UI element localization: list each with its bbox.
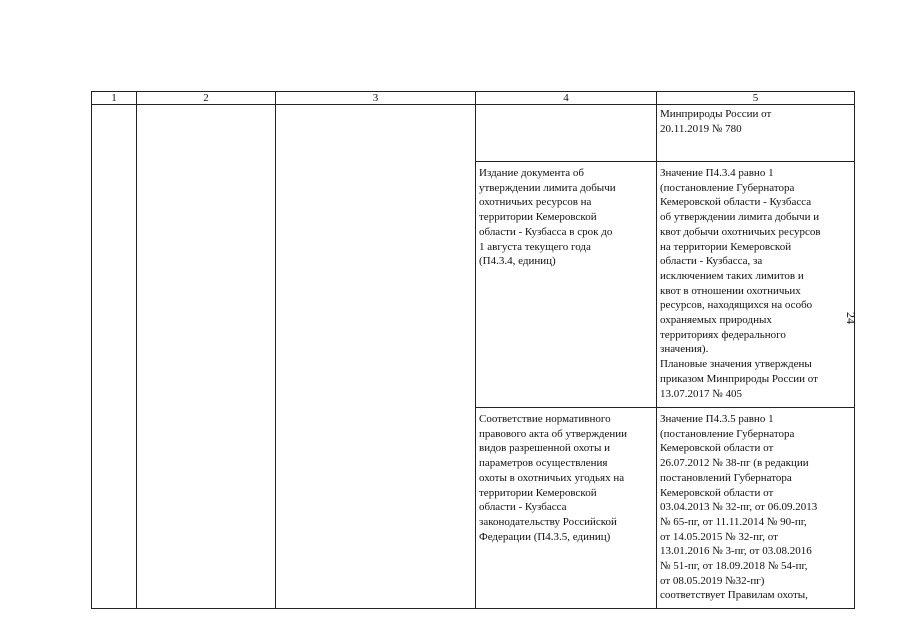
- cell-col3-merged: [276, 105, 476, 609]
- column-header-2: 2: [137, 92, 276, 105]
- cell-value: Минприроды России от 20.11.2019 № 780: [657, 105, 855, 162]
- cell-indicator: Издание документа об утверждении лимита добычи охотничьих ресурсов на территории Кемеровской области - Кузбасса в срок до 1 августа текущего года (П4.3.4, единиц): [476, 162, 657, 408]
- table-row: [92, 105, 855, 162]
- cell-value: Значение П4.3.5 равно 1 (постановление Губернатора Кемеровской области от 26.07.2012 № 38-пг (в редакции постановлений Губернатора Кемеровской области от 03.04.2013 № 32-пг, от 06.09.2013 № 65-пг, от 11.11.2014 № 90-пг, от 14.05.2015 № 32-пг, от 13.01.2016 № 3-пг, от 03.08.2016 № 51-пг, от 18.09.2018 № 54-пг, от 08.05.2019 №32-пг) соответствует Правилам охоты,: [657, 408, 855, 609]
- page-number: 24: [844, 312, 858, 324]
- column-header-5: 5: [657, 92, 855, 105]
- cell-col2-merged: [137, 105, 276, 609]
- column-header-1: 1: [92, 92, 137, 105]
- cell-col1-merged: [92, 105, 137, 609]
- document-table: [91, 91, 855, 609]
- header-row: [92, 92, 855, 105]
- cell-value: Значение П4.3.4 равно 1 (постановление Губернатора Кемеровской области - Кузбасса об утверждении лимита добычи и квот добычи охотничьих ресурсов на территории Кемеровской области - Кузбасса, за исключением таких лимитов и квот в отношении охотничьих ресурсов, находящихся на особо охраняемых природных территориях федерального значения). Плановые значения утверждены приказом Минприроды России от 13.07.2017 № 405: [657, 162, 855, 408]
- cell-indicator: [476, 105, 657, 162]
- column-header-4: 4: [476, 92, 657, 105]
- column-header-3: 3: [276, 92, 476, 105]
- cell-indicator: Соответствие нормативного правового акта об утверждении видов разрешенной охоты и параметров осуществления охоты в охотничьих угодьях на территории Кемеровской области - Кузбасса законодательству Российской Федерации (П4.3.5, единиц): [476, 408, 657, 609]
